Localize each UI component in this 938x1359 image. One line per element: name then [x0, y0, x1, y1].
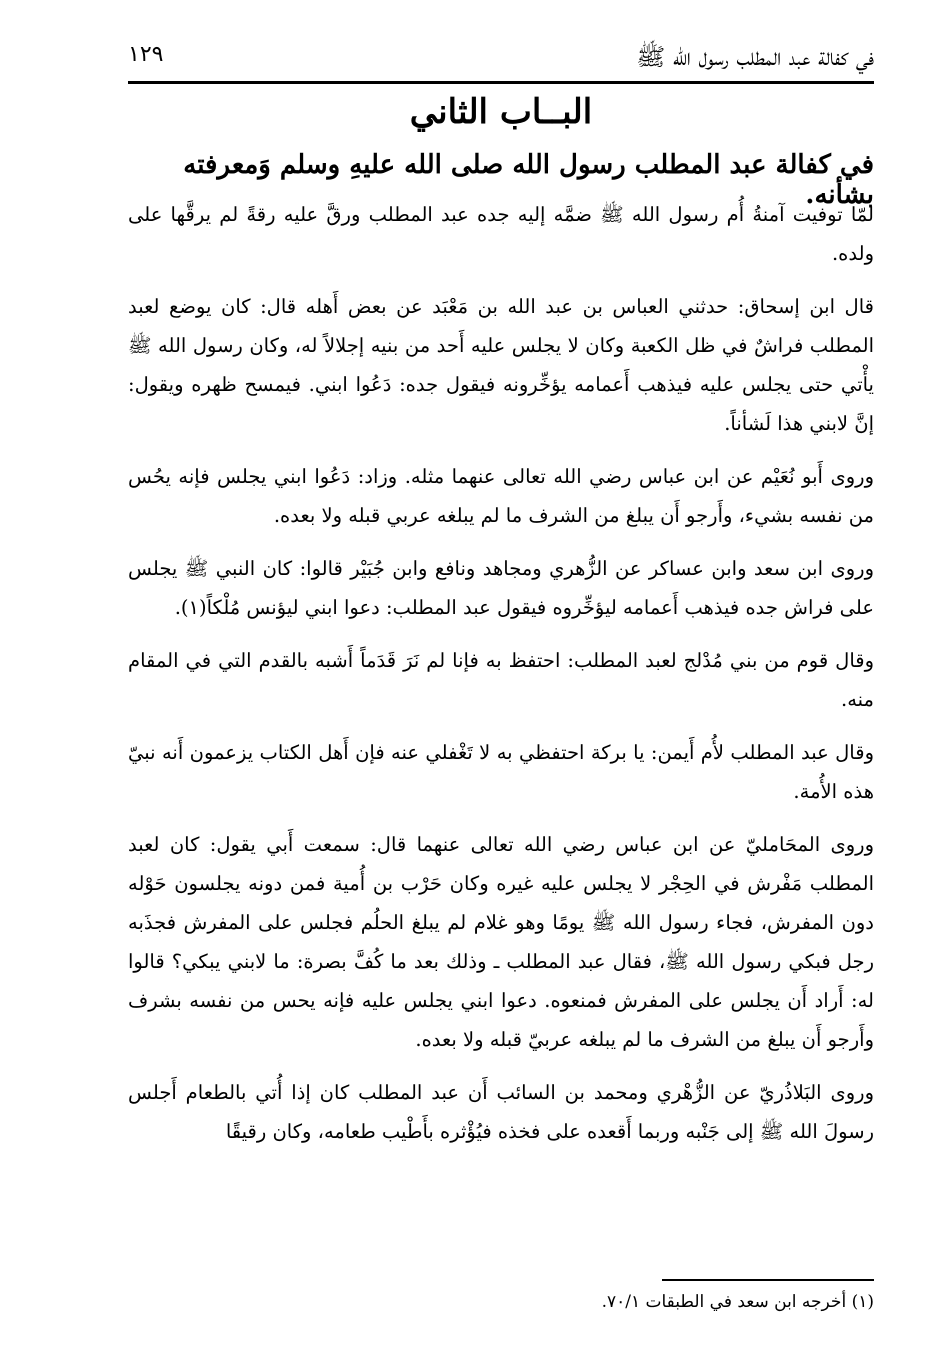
paragraph: قال ابن إسحاق: حدثني العباس بن عبد الله بن مَعْبَد عن بعض أَهله قال: كان يوضع لعبد المطلب فراشٌ في ظل الكعبة وكان لا يجلس عليه أَحد من بنيه إجلالاً له، وكان رسول الله ﷺ يأْتي حتى يجلس عليه فيذهب أَعمامه يؤخِّرونه فيقول جده: دَعُوا ابني. فيمسح ظهره ويقول: إنَّ لابني هذا لَشأناً. [128, 295, 874, 435]
running-head-title: في كفالة عبد المطلب رسول الله ﷺ [636, 43, 874, 71]
paragraph: وروى أَبو نُعَيْم عن ابن عباس رضي الله تعالى عنهما مثله. وزاد: دَعُوا ابني يجلس فإنه يحُس من نفسه بشيء، وأَرجو أَن يبلغ من الشرف ما لم يبلغه عربي قبله ولا بعده. [128, 465, 874, 527]
paragraph: لمّا توفيت آمنةُ أُم رسول الله ﷺ ضمَّه إليه جده عبد المطلب ورقَّ عليه رقةً لم يرقَّها على ولده. [128, 203, 874, 265]
page-number: ١٢٩ [128, 42, 164, 67]
running-head [128, 40, 874, 80]
header-rule [128, 81, 874, 84]
paragraph: وروى المحَامليّ عن ابن عباس رضي الله تعالى عنهما قال: سمعت أَبي يقول: كان لعبد المطلب مَفْرش في الحِجْر لا يجلس عليه غيره وكان حَرْب بن أُمية فمن دونه يجلسون حَوْله دون المفرش، فجاء رسول الله ﷺ يومًا وهو غلام لم يبلغ الحلُم فجلس على المفرش فجذَبه رجل فبكي رسول الله ﷺ، فقال عبد المطلب ـ وذلك بعد ما كُفَّ بصرة: ما لابني يبكي؟ قالوا له: أَراد أَن يجلس على المفرش فمنعوه. دعوا ابني يجلس عليه فإنه يحس من نفسه بشرف وأَرجو أَن يبلغ من الشرف ما لم يبلغه عربيّ قبله ولا بعده. [128, 833, 874, 1051]
footnote: (١) أخرجه ابن سعد في الطبقات ٧٠/١. [601, 1292, 874, 1312]
body-text [128, 195, 874, 1165]
paragraph: وروى ابن سعد وابن عساكر عن الزُّهري ومجاهد ونافع وابن جُبَيْر قالوا: كان النبي ﷺ يجلس على فراش جده فيذهب أَعمامه ليؤخِّروه فيقول عبد المطلب: دعوا ابني ليؤنس مُلْكاً(١). [128, 557, 874, 619]
paragraph: وروى البَلاذُريّ عن الزُّهْري ومحمد بن السائب أَن عبد المطلب كان إذا أُتي بالطعام أَجلس رسولَ الله ﷺ إلى جَنْبه وربما أَقعده على فخذه فيُؤْثره بأَطْيب طعامه، وكان رقيقًا [128, 1081, 874, 1143]
chapter-title: البــاب الثاني [409, 92, 593, 132]
chapter-subtitle: في كفالة عبد المطلب رسول الله صلى الله عليهِ وسلم وَمعرفته بشأنه. [183, 150, 874, 210]
paragraph: وقال قوم من بني مُدْلج لعبد المطلب: احتفظ به فإنا لم نَرَ قَدَماً أَشبه بالقدم التي في المقام منه. [128, 649, 874, 711]
paragraph: وقال عبد المطلب لأُم أَيمن: يا بركة احتفظي به لا تَغْفلي عنه فإن أَهل الكتاب يزعمون أَنه نبيّ هذه الأُمة. [128, 741, 874, 803]
footnote-rule [662, 1279, 874, 1281]
